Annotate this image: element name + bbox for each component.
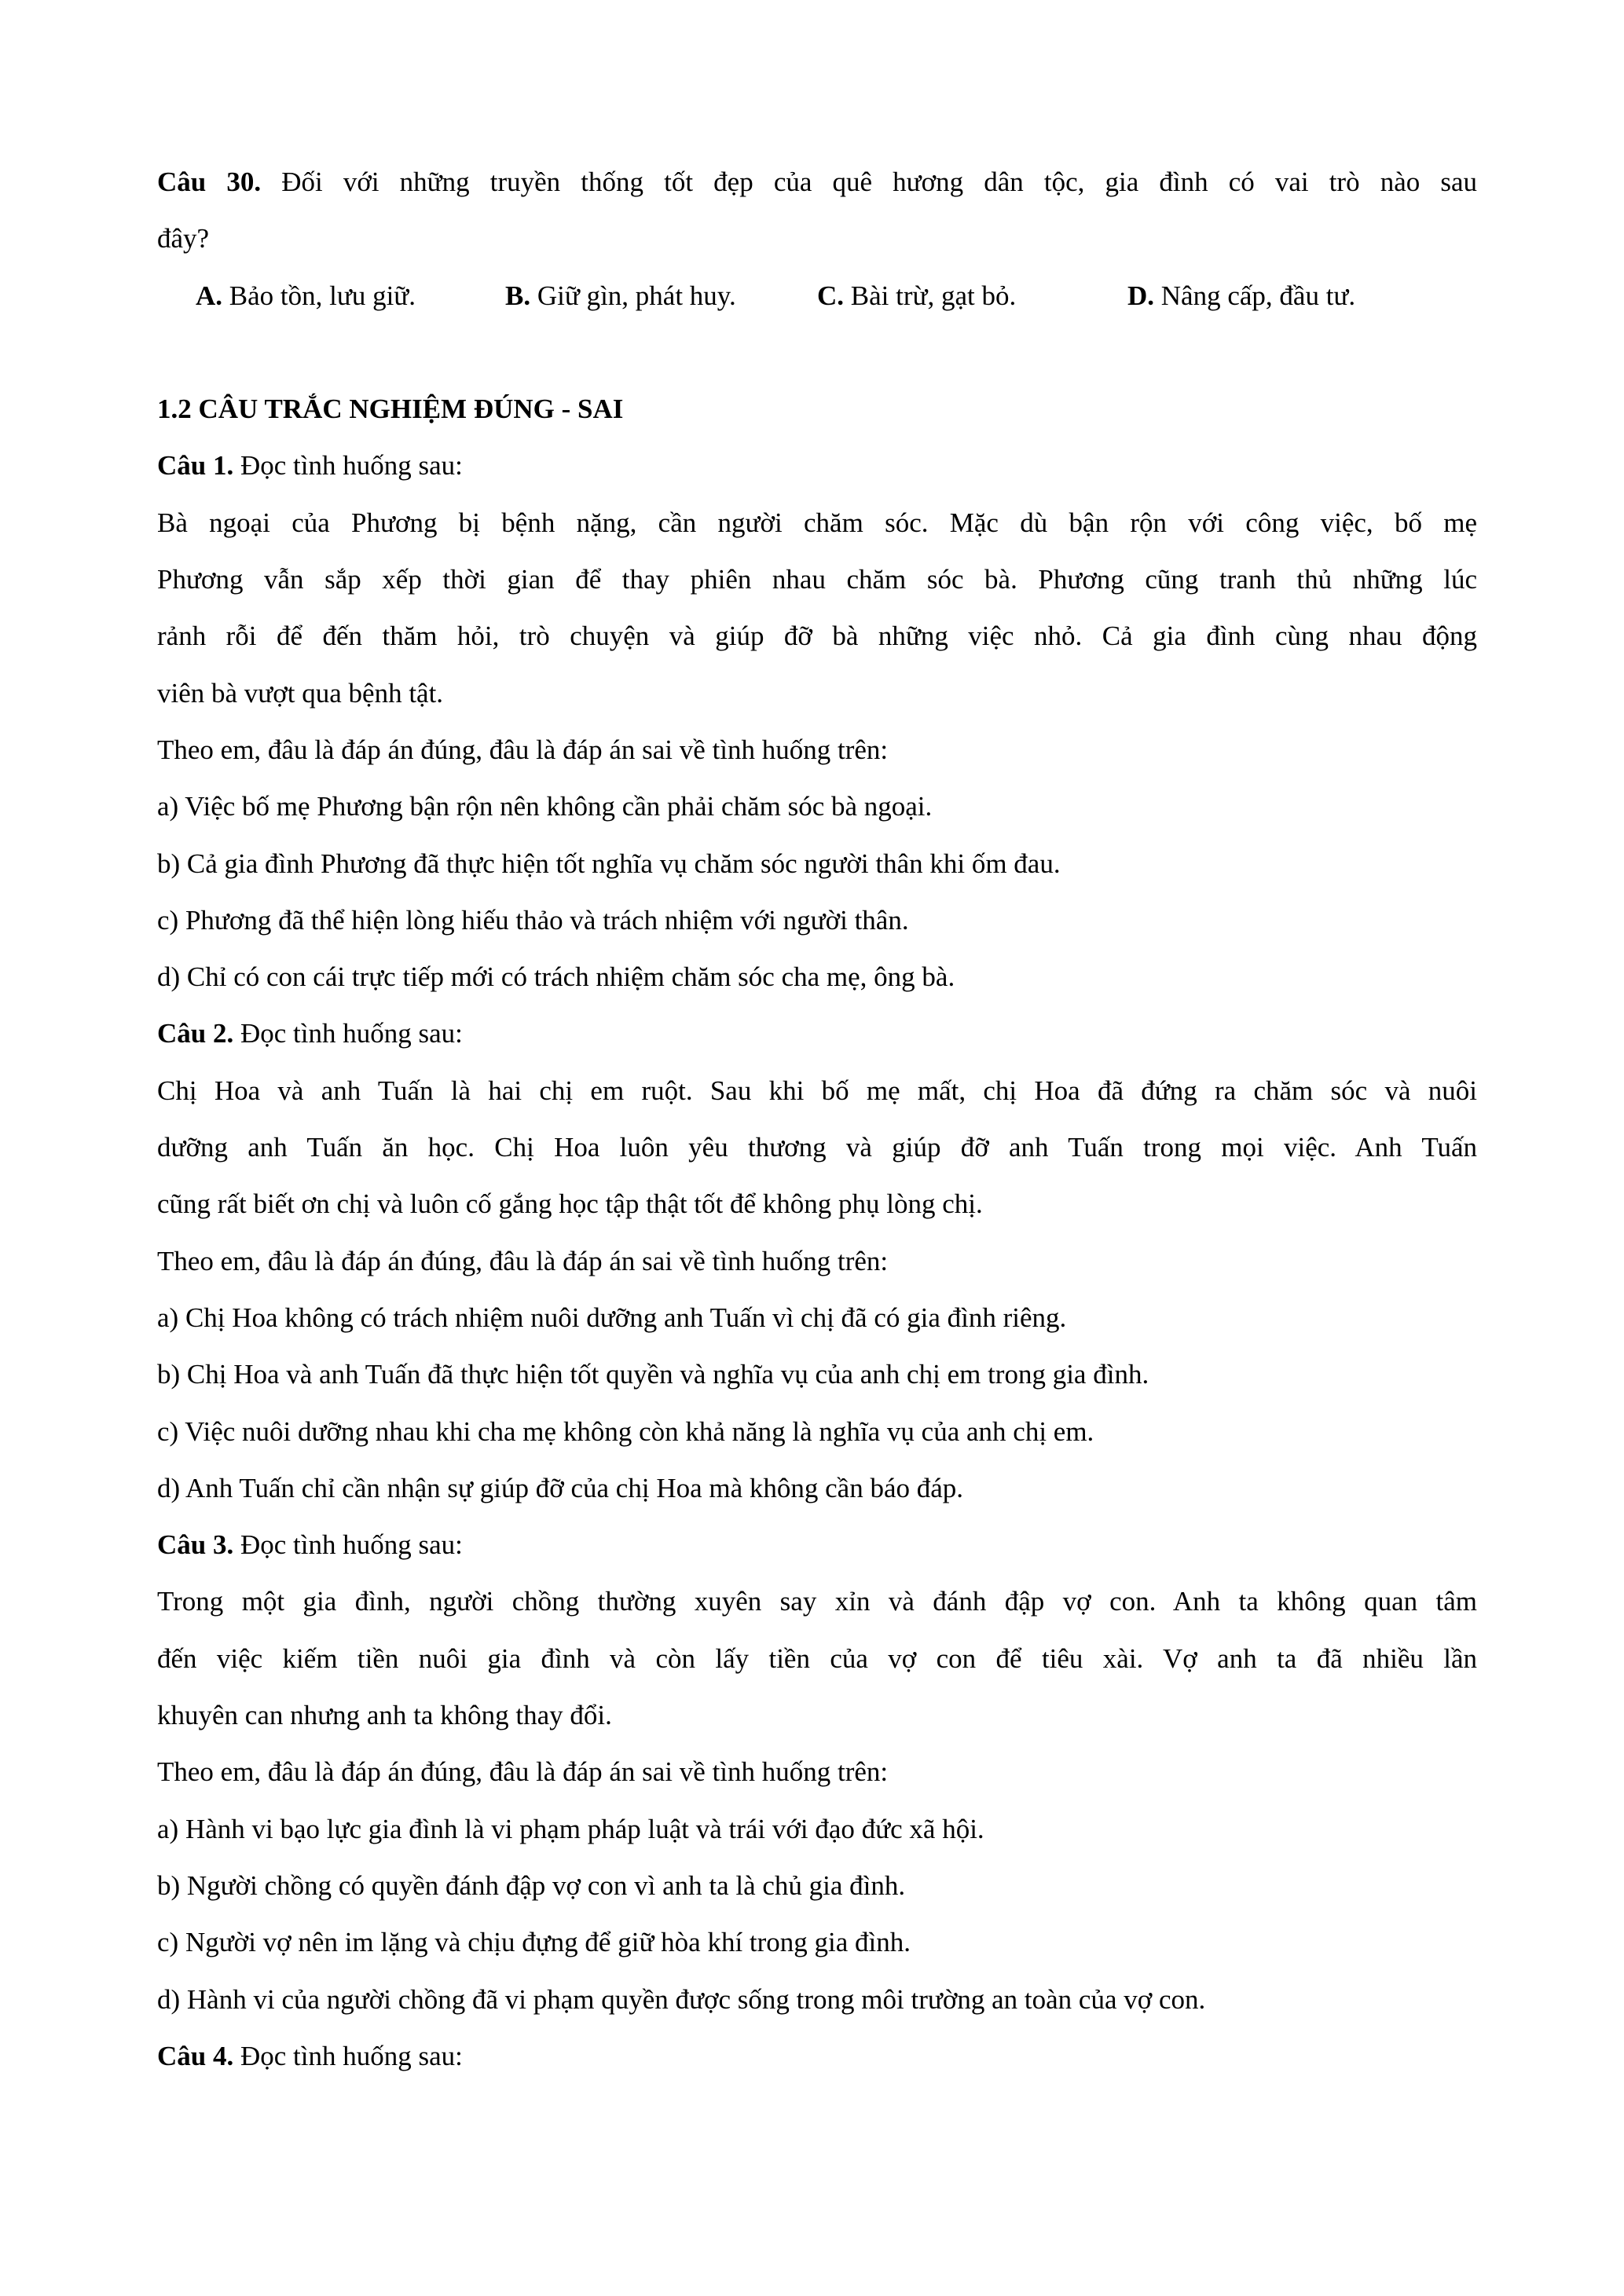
question-heading bbox=[157, 1517, 1477, 1573]
statement-c: c) Phương đã thể hiện lòng hiếu thảo và trách nhiệm với người thân. bbox=[157, 904, 909, 936]
scenario-line: Trong một gia đình, người chồng thường xuyên say xỉn và đánh đập vợ con. Anh ta không quan tâm bbox=[157, 1586, 1477, 1617]
option-c: C. Bài trừ, gạt bỏ. bbox=[817, 280, 1017, 311]
statement-b: b) Chị Hoa và anh Tuấn đã thực hiện tốt quyền và nghĩa vụ của anh chị em trong gia đình. bbox=[157, 1359, 1149, 1390]
q30-line-2: đây? bbox=[157, 223, 210, 255]
statement-d: d) Chỉ có con cái trực tiếp mới có trách nhiệm chăm sóc cha mẹ, ông bà. bbox=[157, 961, 955, 993]
scenario-line: đến việc kiếm tiền nuôi gia đình và còn lấy tiền của vợ con để tiêu xài. Vợ anh ta đã nhiều lần bbox=[157, 1642, 1477, 1674]
question-label: Câu 1. bbox=[157, 450, 234, 482]
question-intro: Đọc tình huống sau: bbox=[233, 1529, 463, 1561]
option-b: B. Giữ gìn, phát huy. bbox=[505, 280, 736, 311]
statement-a: a) Việc bố mẹ Phương bận rộn nên không cần phải chăm sóc bà ngoại. bbox=[157, 791, 933, 822]
scenario-line: Chị Hoa và anh Tuấn là hai chị em ruột. Sau khi bố mẹ mất, chị Hoa đã đứng ra chăm sóc và nuôi bbox=[157, 1075, 1477, 1106]
question-heading bbox=[157, 1005, 1477, 1062]
option-a: A. Bảo tồn, lưu giữ. bbox=[196, 280, 416, 311]
question-label: Câu 4. bbox=[157, 2040, 234, 2071]
document-page bbox=[157, 154, 1477, 2085]
scenario-line: viên bà vượt qua bệnh tật. bbox=[157, 677, 444, 709]
statement-b: b) Người chồng có quyền đánh đập vợ con vì anh ta là chủ gia đình. bbox=[157, 1869, 906, 1901]
q30-line-1: Câu 30. Đối với những truyền thống tốt đẹp của quê hương dân tộc, gia đình có vai trò nào sau bbox=[157, 167, 1477, 197]
statement-a: a) Chị Hoa không có trách nhiệm nuôi dưỡng anh Tuấn vì chị đã có gia đình riêng. bbox=[157, 1302, 1067, 1333]
scenario-line: khuyên can nhưng anh ta không thay đổi. bbox=[157, 1700, 612, 1731]
statement-a: a) Hành vi bạo lực gia đình là vi phạm pháp luật và trái với đạo đức xã hội. bbox=[157, 1813, 984, 1844]
scenario-line: Phương vẫn sắp xếp thời gian để thay phiên nhau chăm sóc bà. Phương cũng tranh thủ những lúc bbox=[157, 564, 1477, 595]
question-intro: Đọc tình huống sau: bbox=[233, 2040, 463, 2071]
q30-options bbox=[157, 268, 1477, 324]
question-intro: Đọc tình huống sau: bbox=[233, 1018, 463, 1049]
question-prompt: Theo em, đâu là đáp án đúng, đâu là đáp án sai về tình huống trên: bbox=[157, 1245, 889, 1276]
q30-label: Câu 30. bbox=[157, 167, 262, 197]
scenario-line: cũng rất biết ơn chị và luôn cố gắng học tập thật tốt để không phụ lòng chị. bbox=[157, 1188, 983, 1220]
question-label: Câu 2. bbox=[157, 1018, 234, 1049]
statement-b: b) Cả gia đình Phương đã thực hiện tốt nghĩa vụ chăm sóc người thân khi ốm đau. bbox=[157, 848, 1061, 879]
statement-c: c) Việc nuôi dưỡng nhau khi cha mẹ không còn khả năng là nghĩa vụ của anh chị em. bbox=[157, 1415, 1094, 1447]
statement-d: d) Hành vi của người chồng đã vi phạm quyền được sống trong môi trường an toàn của vợ con. bbox=[157, 1983, 1206, 2015]
question-prompt: Theo em, đâu là đáp án đúng, đâu là đáp án sai về tình huống trên: bbox=[157, 734, 889, 765]
statement-c: c) Người vợ nên im lặng và chịu đựng để giữ hòa khí trong gia đình. bbox=[157, 1927, 911, 1958]
statement-d: d) Anh Tuấn chỉ cần nhận sự giúp đỡ của chị Hoa mà không cần báo đáp. bbox=[157, 1472, 964, 1503]
question-label: Câu 3. bbox=[157, 1529, 234, 1561]
question-heading bbox=[157, 438, 1477, 494]
scenario-line: Bà ngoại của Phương bị bệnh nặng, cần người chăm sóc. Mặc dù bận rộn với công việc, bố mẹ bbox=[157, 507, 1477, 538]
section-title: 1.2 CÂU TRẮC NGHIỆM ĐÚNG - SAI bbox=[157, 394, 624, 425]
option-d: D. Nâng cấp, đầu tư. bbox=[1127, 280, 1356, 311]
scenario-line: rảnh rỗi để đến thăm hỏi, trò chuyện và giúp đỡ bà những việc nhỏ. Cả gia đình cùng nhau động bbox=[157, 621, 1477, 652]
question-intro: Đọc tình huống sau: bbox=[233, 450, 463, 482]
question-heading bbox=[157, 2028, 1477, 2085]
questions-list bbox=[157, 438, 1477, 2085]
question-prompt: Theo em, đâu là đáp án đúng, đâu là đáp án sai về tình huống trên: bbox=[157, 1756, 889, 1788]
scenario-line: dưỡng anh Tuấn ăn học. Chị Hoa luôn yêu thương và giúp đỡ anh Tuấn trong mọi việc. Anh Tuấn bbox=[157, 1132, 1477, 1163]
